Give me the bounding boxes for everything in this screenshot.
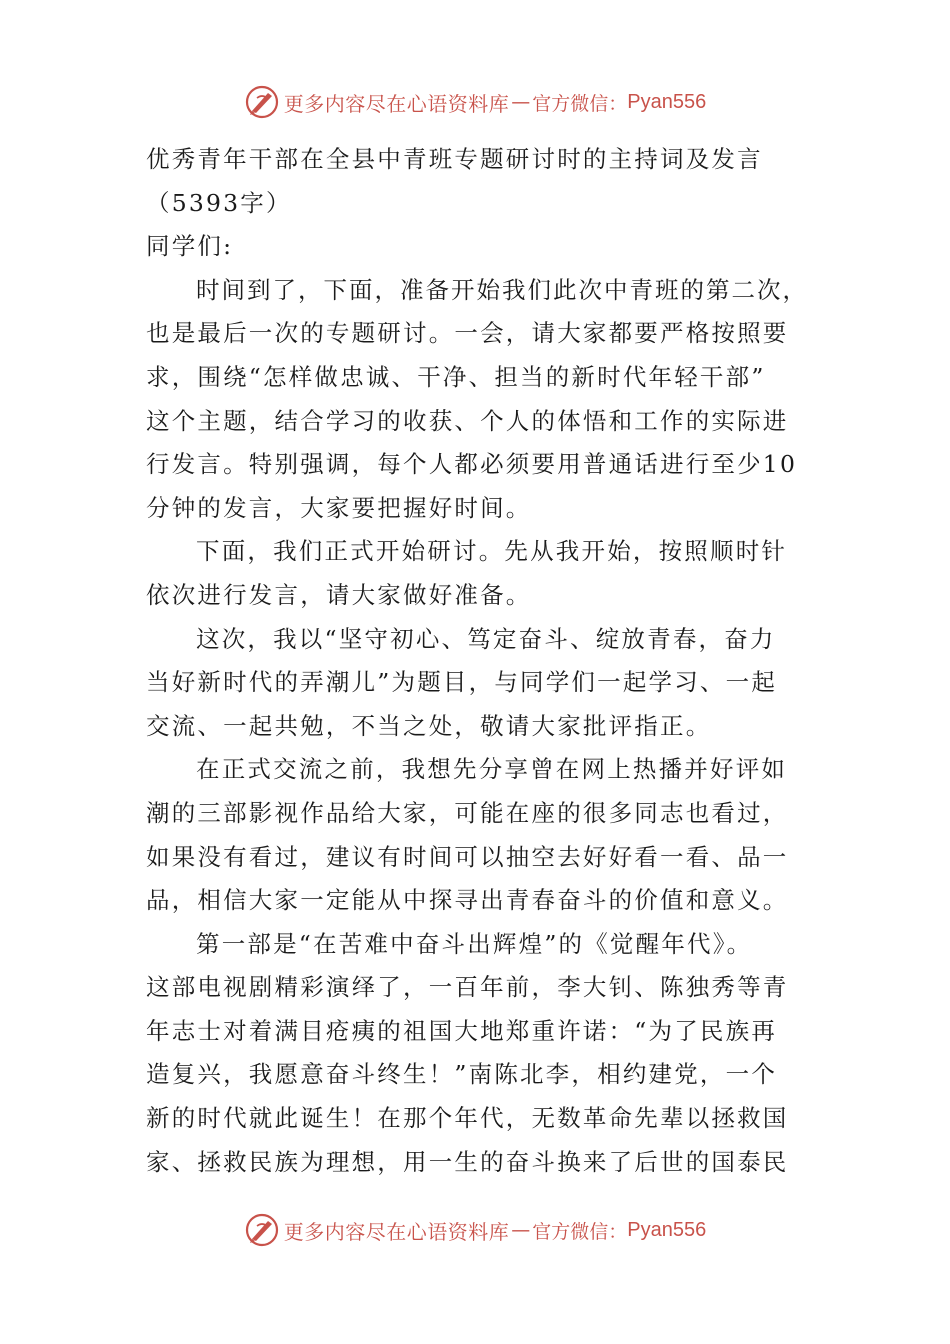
pen-circle-logo-icon — [244, 84, 280, 120]
text-line: 这个主题，结合学习的收获、个人的体悟和工作的实际进 — [146, 406, 789, 435]
document-word-count: （5393字） — [146, 188, 292, 217]
watermark-banner-bottom — [0, 1210, 950, 1250]
watermark-wechat-id: Pyan556 — [627, 90, 707, 113]
text-line: 这次，我以“坚守初心、笃定奋斗、绽放青春，奋力 — [196, 624, 776, 653]
text-line: 品，相信大家一定能从中探寻出青春奋斗的价值和意义。 — [146, 886, 789, 915]
document-title: 优秀青年干部在全县中青班专题研讨时的主持词及发言 — [146, 145, 763, 173]
watermark-official-label: 官方微信： — [532, 92, 628, 115]
text-line: 在正式交流之前，我想先分享曾在网上热播并好评如 — [196, 755, 788, 784]
text-line: 行发言。特别强调，每个人都必须要用普通话进行至少10 — [146, 450, 798, 479]
text-line: 也是最后一次的专题研讨。一会，请大家都要严格按照要 — [146, 319, 789, 348]
text-line: 分钟的发言，大家要把握好时间。 — [146, 493, 532, 522]
text-line: 造复兴，我愿意奋斗终生！”南陈北李，相约建党，一个 — [146, 1060, 778, 1089]
text-line: 第一部是“在苦难中奋斗出辉煌”的《觉醒年代》。 — [196, 929, 753, 958]
text-line: 同学们: — [146, 232, 234, 261]
watermark-official-label: 官方微信： — [532, 1220, 628, 1243]
text-line: 潮的三部影视作品给大家，可能在座的很多同志也看过， — [146, 798, 789, 827]
text-line: 交流、一起共勉，不当之处，敬请大家批评指正。 — [146, 711, 712, 740]
watermark-wechat-id: Pyan556 — [627, 1218, 707, 1241]
watermark-banner-top — [0, 82, 950, 122]
text-line: 求，围绕“怎样做忠诚、干净、担当的新时代年轻干部” — [146, 362, 766, 391]
text-line: 这部电视剧精彩演绎了，一百年前，李大钊、陈独秀等青 — [146, 973, 789, 1002]
text-line: 下面，我们正式开始研讨。先从我开始，按照顺时针 — [196, 537, 788, 566]
text-line: 新的时代就此诞生！在那个年代，无数革命先辈以拯救国 — [146, 1104, 789, 1133]
document-body — [146, 138, 808, 1184]
text-line: 时间到了，下面，准备开始我们此次中青班的第二次， — [196, 275, 808, 304]
text-line: 年志士对着满目疮痍的祖国大地郑重许诺：“为了民族再 — [146, 1016, 778, 1045]
text-line: 当好新时代的弄潮儿”为题目，与同学们一起学习、一起 — [146, 668, 778, 697]
pen-circle-logo-icon — [244, 1212, 280, 1248]
watermark-brand-text: 更多内容尽在心语资料库 — [283, 91, 510, 116]
watermark-brand-text: 更多内容尽在心语资料库 — [283, 1219, 510, 1244]
text-line: 如果没有看过，建议有时间可以抽空去好好看一看、品一 — [146, 842, 789, 871]
text-line: 家、拯救民族为理想，用一生的奋斗换来了后世的国泰民 — [146, 1147, 789, 1176]
watermark-dash: — — [511, 91, 531, 113]
text-line: 依次进行发言，请大家做好准备。 — [146, 580, 532, 609]
watermark-dash: — — [511, 1219, 531, 1241]
